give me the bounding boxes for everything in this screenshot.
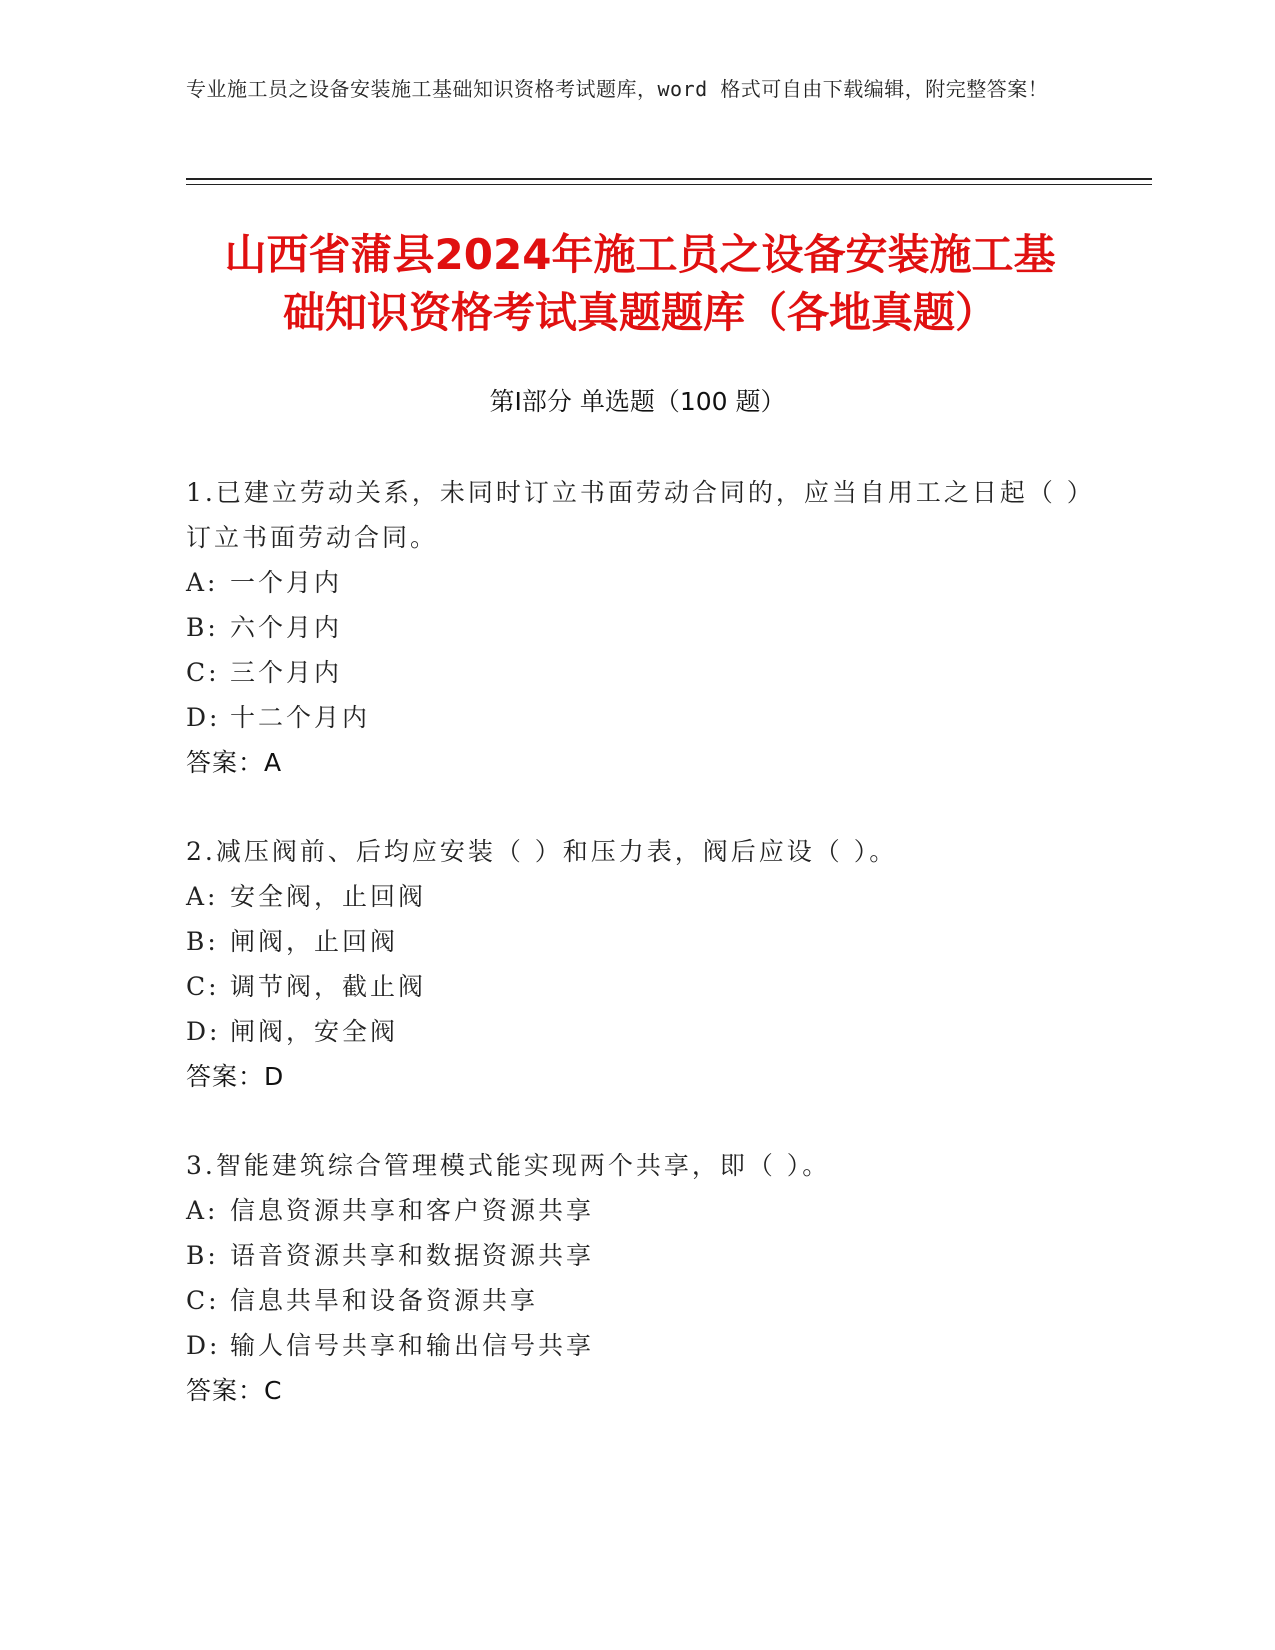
question-option bbox=[186, 1009, 1086, 1054]
question-list bbox=[186, 470, 1086, 1457]
question-stem: 1.已建立劳动关系，未同时订立书面劳动合同的，应当自用工之日起（ ）订立书面劳动合同。 bbox=[186, 478, 1083, 552]
question-option bbox=[186, 695, 1086, 740]
question-item bbox=[186, 829, 1086, 1099]
question-option bbox=[186, 874, 1086, 919]
option-key: A: bbox=[186, 568, 219, 597]
option-text: 三个月内 bbox=[230, 658, 343, 687]
question-option bbox=[186, 1323, 1086, 1368]
option-key: B: bbox=[186, 927, 219, 956]
option-key: C: bbox=[186, 1286, 220, 1315]
option-key: D: bbox=[186, 1017, 221, 1046]
option-key: A: bbox=[186, 1196, 219, 1225]
header-divider-thin bbox=[186, 184, 1152, 185]
option-key: C: bbox=[186, 972, 220, 1001]
option-text: 输人信号共享和输出信号共享 bbox=[230, 1331, 595, 1360]
header-note: 专业施工员之设备安装施工基础知识资格考试题库，word 格式可自由下载编辑，附完整答案！ bbox=[186, 77, 1049, 101]
option-key: B: bbox=[186, 613, 219, 642]
question-option bbox=[186, 1188, 1086, 1233]
option-text: 调节阀，截止阀 bbox=[230, 972, 427, 1001]
question-item bbox=[186, 1143, 1086, 1413]
option-text: 语音资源共享和数据资源共享 bbox=[230, 1241, 595, 1270]
document-title-line-1: 山西省蒲县2024年施工员之设备安装施工基 bbox=[224, 230, 1056, 279]
question-stem: 3.智能建筑综合管理模式能实现两个共享，即（ ）。 bbox=[186, 1151, 831, 1180]
question-answer: 答案：C bbox=[186, 1376, 283, 1405]
option-text: 信息资源共享和客户资源共享 bbox=[230, 1196, 595, 1225]
section-heading: 第Ⅰ部分 单选题（100 题） bbox=[489, 387, 786, 416]
option-text: 信息共旱和设备资源共享 bbox=[230, 1286, 539, 1315]
document-title bbox=[180, 226, 1100, 342]
option-text: 安全阀，止回阀 bbox=[230, 882, 427, 911]
option-key: D: bbox=[186, 1331, 221, 1360]
question-answer: 答案：D bbox=[186, 1062, 285, 1091]
option-text: 一个月内 bbox=[230, 568, 343, 597]
option-key: C: bbox=[186, 658, 220, 687]
option-key: B: bbox=[186, 1241, 219, 1270]
question-option bbox=[186, 650, 1086, 695]
option-key: D: bbox=[186, 703, 221, 732]
option-text: 十二个月内 bbox=[230, 703, 371, 732]
question-stem: 2.减压阀前、后均应安装（ ）和压力表，阀后应设（ ）。 bbox=[186, 837, 898, 866]
question-option bbox=[186, 1278, 1086, 1323]
question-option bbox=[186, 605, 1086, 650]
question-item bbox=[186, 470, 1086, 785]
question-option bbox=[186, 964, 1086, 1009]
question-option bbox=[186, 1233, 1086, 1278]
question-option bbox=[186, 560, 1086, 605]
question-answer: 答案：A bbox=[186, 748, 283, 777]
document-title-line-2: 础知识资格考试真题题库（各地真题） bbox=[282, 288, 997, 337]
header-divider-thick bbox=[186, 178, 1152, 180]
option-key: A: bbox=[186, 882, 219, 911]
option-text: 六个月内 bbox=[230, 613, 343, 642]
question-option bbox=[186, 919, 1086, 964]
option-text: 闸阀，安全阀 bbox=[230, 1017, 399, 1046]
option-text: 闸阀，止回阀 bbox=[230, 927, 399, 956]
